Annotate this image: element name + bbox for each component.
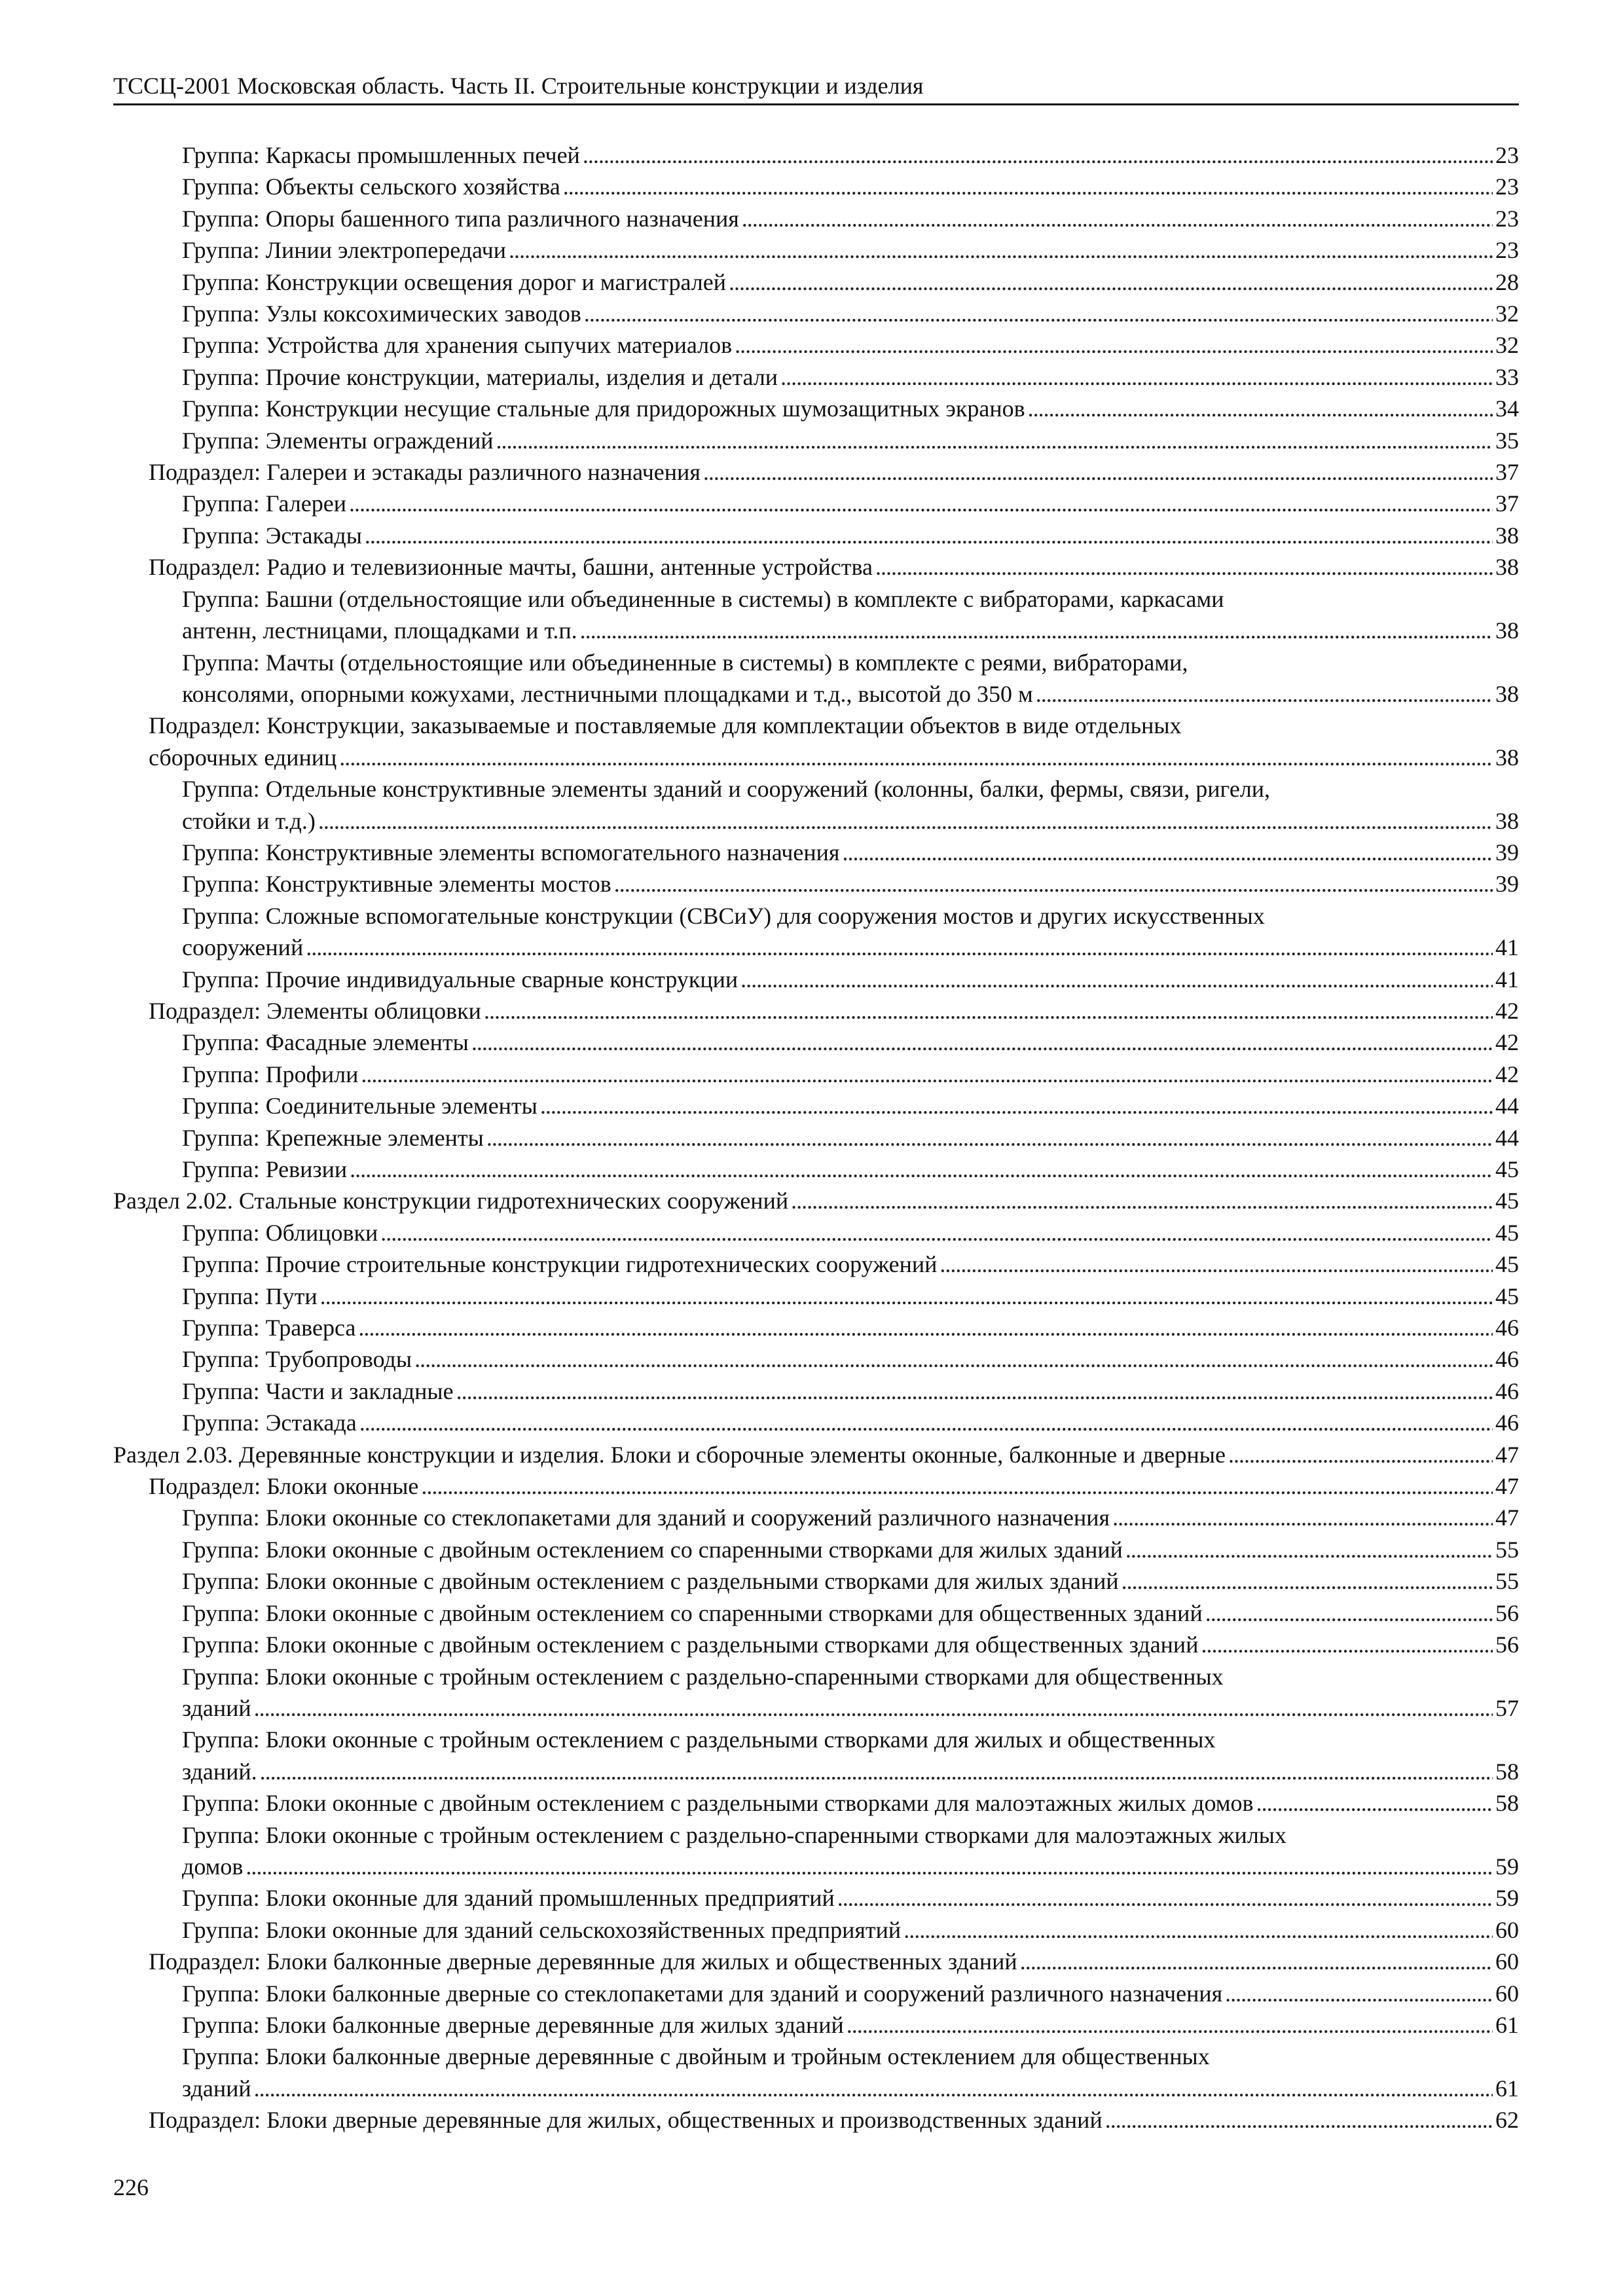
dot-leader (837, 1882, 1493, 1914)
toc-entry-title: Группа: Блоки оконные со стеклопакетами для зданий и сооружений различного назначения (182, 1504, 1110, 1531)
dot-leader (703, 456, 1493, 488)
toc-entry[interactable] (113, 488, 1519, 519)
toc-entry-page: 42 (1495, 1061, 1519, 1087)
toc-entry-title: Группа: Конструктивные элементы мостов (182, 871, 611, 898)
toc-entry[interactable] (113, 773, 1519, 837)
toc-entry-title: Группа: Прочие индивидуальные сварные конструкции (182, 966, 739, 993)
toc-entry-title: Группа: Траверса (182, 1315, 356, 1341)
toc-entry[interactable] (113, 234, 1519, 266)
toc-entry-page: 55 (1495, 1536, 1519, 1563)
toc-entry[interactable] (113, 2104, 1519, 2136)
dot-leader (254, 2073, 1493, 2104)
dot-leader (421, 1470, 1493, 1502)
toc-entry[interactable] (113, 1629, 1519, 1660)
toc-entry[interactable] (113, 1565, 1519, 1597)
toc-entry[interactable] (113, 2041, 1519, 2104)
toc-entry-page: 23 (1495, 173, 1519, 200)
dot-leader (361, 1059, 1493, 1090)
toc-entry-page: 38 (1495, 744, 1519, 771)
toc-entry-title: Группа: Трубопроводы (182, 1346, 412, 1373)
toc-entry-page: 38 (1495, 617, 1519, 644)
toc-entry-title-line: Подраздел: Конструкции, заказываемые и поставляемые для комплектации объектов в виде отдельных (149, 712, 1182, 739)
toc-entry-title: Группа: Блоки оконные для зданий промышленных предприятий (182, 1885, 835, 1912)
toc-entry-page: 44 (1495, 1093, 1519, 1120)
dot-leader (486, 1122, 1493, 1154)
dot-leader (780, 361, 1493, 393)
dot-leader (1122, 1565, 1493, 1597)
toc-entry-page: 47 (1495, 1473, 1519, 1500)
toc-entry-page: 61 (1495, 2011, 1519, 2038)
toc-entry-page: 45 (1495, 1251, 1519, 1278)
toc-entry[interactable] (113, 425, 1519, 456)
dot-leader (903, 1914, 1493, 1946)
toc-entry-page: 46 (1495, 1346, 1519, 1373)
dot-leader (1228, 1439, 1493, 1470)
toc-entry-page: 42 (1495, 997, 1519, 1024)
dot-leader (358, 1312, 1493, 1343)
toc-entry-title-line: Группа: Башни (отдельностоящие или объединенные в системы) в комплекте с вибраторами, каркасами (182, 585, 1224, 612)
toc-entry[interactable] (113, 1248, 1519, 1280)
toc-entry-title-line: Группа: Блоки оконные с тройным остеклением с раздельно-спаренными створками для общественных (182, 1663, 1224, 1690)
dot-leader (563, 171, 1493, 202)
dot-leader (1125, 1534, 1493, 1565)
toc-entry-title: Группа: Линии электропередачи (182, 237, 506, 264)
toc-entry-page: 45 (1495, 1156, 1519, 1182)
table-of-contents (113, 139, 1519, 2136)
toc-entry-title-line: Группа: Мачты (отдельностоящие или объединенные в системы) в комплекте с реями, вибраторами, (182, 649, 1188, 676)
toc-entry-title: антенн, лестницами, площадками и т.п. (182, 617, 577, 644)
toc-entry-title: домов (182, 1853, 244, 1880)
toc-entry-page: 45 (1495, 1219, 1519, 1246)
dot-leader (254, 1692, 1493, 1724)
toc-entry[interactable] (113, 1439, 1519, 1470)
toc-entry-page: 23 (1495, 205, 1519, 232)
toc-entry[interactable] (113, 1343, 1519, 1375)
toc-entry[interactable] (113, 361, 1519, 393)
running-header (113, 71, 1519, 105)
dot-leader (359, 1407, 1493, 1438)
toc-entry[interactable] (113, 551, 1519, 583)
toc-entry[interactable] (113, 266, 1519, 298)
page-number: 226 (113, 2174, 149, 2200)
toc-entry[interactable] (113, 1661, 1519, 1724)
toc-entry-title: Группа: Объекты сельского хозяйства (182, 173, 560, 200)
dot-leader (471, 1027, 1493, 1058)
toc-entry[interactable] (113, 583, 1519, 647)
header-title: ТССЦ-2001 Московская область. Часть II. Строительные конструкции и изделия (113, 73, 924, 99)
toc-entry-title: Группа: Блоки оконные с двойным остеклением с раздельными створками для жилых зданий (182, 1568, 1119, 1595)
toc-entry-page: 32 (1495, 301, 1519, 327)
toc-entry-title: Группа: Соединительные элементы (182, 1093, 538, 1120)
toc-entry[interactable] (113, 1787, 1519, 1819)
toc-entry-page: 57 (1495, 1694, 1519, 1721)
toc-entry-page: 39 (1495, 839, 1519, 866)
dot-leader (842, 837, 1493, 868)
dot-leader (306, 932, 1493, 963)
dot-leader (1201, 1629, 1493, 1660)
toc-entry[interactable] (113, 1059, 1519, 1090)
dot-leader (791, 1185, 1493, 1216)
toc-entry-title-line: Группа: Блоки оконные с тройным остеклением с раздельными створками для жилых и общественных (182, 1726, 1216, 1753)
dot-leader (735, 329, 1493, 361)
toc-entry[interactable] (113, 868, 1519, 900)
toc-entry-page: 61 (1495, 2075, 1519, 2102)
toc-entry[interactable] (113, 1819, 1519, 1883)
toc-entry-title: Группа: Фасадные элементы (182, 1029, 469, 1056)
toc-entry-page: 23 (1495, 237, 1519, 264)
toc-entry-page: 46 (1495, 1410, 1519, 1436)
toc-entry-page: 42 (1495, 1029, 1519, 1056)
toc-entry-page: 62 (1495, 2107, 1519, 2134)
toc-entry-title: стойки и т.д.) (182, 807, 316, 834)
toc-entry-page: 41 (1495, 966, 1519, 993)
toc-entry[interactable] (113, 1724, 1519, 1787)
toc-entry-page: 60 (1495, 1980, 1519, 2007)
toc-entry-page: 47 (1495, 1504, 1519, 1531)
toc-entry-title: Группа: Блоки оконные с двойным остеклением с раздельными створками для общественных зданий (182, 1631, 1199, 1658)
toc-entry[interactable] (113, 393, 1519, 424)
dot-leader (742, 203, 1493, 234)
toc-entry-title: сооружений (182, 934, 304, 961)
toc-entry-page: 38 (1495, 807, 1519, 834)
dot-leader (1020, 1946, 1493, 1977)
toc-entry[interactable] (113, 1597, 1519, 1629)
toc-entry-title: Раздел 2.02. Стальные конструкции гидротехнических сооружений (113, 1188, 789, 1214)
toc-entry-title: Группа: Узлы коксохимических заводов (182, 301, 581, 327)
dot-leader (1105, 2104, 1493, 2136)
toc-entry[interactable] (113, 171, 1519, 202)
toc-entry[interactable] (113, 1470, 1519, 1502)
toc-entry-page: 46 (1495, 1315, 1519, 1341)
toc-entry[interactable] (113, 1154, 1519, 1185)
toc-entry-title: Группа: Прочие строительные конструкции гидротехнических сооружений (182, 1251, 938, 1278)
toc-entry-page: 38 (1495, 522, 1519, 549)
dot-leader (1256, 1787, 1493, 1819)
toc-entry-page: 44 (1495, 1124, 1519, 1151)
toc-entry[interactable] (113, 298, 1519, 329)
toc-entry[interactable] (113, 1502, 1519, 1533)
toc-entry-title: Группа: Блоки балконные дверные со стеклопакетами для зданий и сооружений различного назначения (182, 1980, 1223, 2007)
toc-entry-title: Группа: Блоки оконные с двойным остеклением с раздельными створками для малоэтажных жилых домов (182, 1790, 1254, 1817)
toc-entry[interactable] (113, 2009, 1519, 2041)
dot-leader (580, 615, 1493, 646)
toc-entry-title: Подраздел: Блоки оконные (149, 1473, 419, 1500)
toc-entry-title: Группа: Облицовки (182, 1219, 378, 1246)
toc-entry-title: Подраздел: Элементы облицовки (149, 997, 481, 1024)
toc-entry-title-line: Группа: Блоки оконные с тройным остеклением с раздельно-спаренными створками для малоэтажных жилых (182, 1821, 1286, 1848)
toc-entry-title: Группа: Пути (182, 1283, 318, 1309)
dot-leader (350, 1154, 1493, 1185)
toc-entry-page: 56 (1495, 1631, 1519, 1658)
toc-entry[interactable] (113, 1122, 1519, 1154)
toc-entry-page: 35 (1495, 427, 1519, 454)
dot-leader (380, 1217, 1493, 1248)
toc-entry-page: 58 (1495, 1790, 1519, 1817)
toc-entry-title: Подраздел: Блоки балконные дверные деревянные для жилых и общественных зданий (149, 1948, 1017, 1975)
toc-entry[interactable] (113, 1914, 1519, 1946)
toc-entry[interactable] (113, 710, 1519, 773)
toc-entry-title: сборочных единиц (149, 744, 337, 771)
dot-leader (318, 805, 1493, 837)
dot-leader (939, 1248, 1493, 1280)
toc-entry-page: 55 (1495, 1568, 1519, 1595)
dot-leader (320, 1281, 1493, 1312)
toc-entry[interactable] (113, 1882, 1519, 1914)
toc-entry[interactable] (113, 995, 1519, 1027)
dot-leader (365, 520, 1493, 551)
toc-entry[interactable] (113, 456, 1519, 488)
toc-entry-title: Группа: Части и закладные (182, 1377, 454, 1404)
toc-entry-page: 32 (1495, 332, 1519, 359)
toc-entry-page: 59 (1495, 1853, 1519, 1880)
toc-entry-page: 28 (1495, 268, 1519, 295)
toc-entry[interactable] (113, 1312, 1519, 1343)
toc-entry[interactable] (113, 1185, 1519, 1216)
toc-entry-title-line: Группа: Сложные вспомогательные конструкции (СВСиУ) для сооружения мостов и других искусственных (182, 902, 1265, 929)
toc-entry-page: 60 (1495, 1916, 1519, 1943)
toc-entry[interactable] (113, 964, 1519, 995)
toc-entry[interactable] (113, 139, 1519, 171)
toc-entry-page: 37 (1495, 459, 1519, 486)
dot-leader (729, 266, 1493, 298)
toc-entry-title: Группа: Конструкции освещения дорог и магистралей (182, 268, 727, 295)
toc-entry[interactable] (113, 1376, 1519, 1407)
toc-entry-title: Группа: Каркасы промышленных печей (182, 142, 580, 168)
toc-entry-title: Группа: Галереи (182, 490, 346, 517)
dot-leader (875, 551, 1493, 583)
dot-leader (1205, 1597, 1493, 1629)
toc-entry-title: зданий. (182, 1758, 257, 1785)
dot-leader (246, 1851, 1493, 1882)
toc-entry-page: 47 (1495, 1441, 1519, 1468)
toc-entry[interactable] (113, 1407, 1519, 1438)
dot-leader (260, 1756, 1493, 1787)
dot-leader (1225, 1978, 1493, 2009)
toc-entry-page: 38 (1495, 680, 1519, 707)
toc-entry[interactable] (113, 1946, 1519, 1977)
dot-leader (583, 139, 1493, 171)
dot-leader (540, 1090, 1493, 1121)
toc-entry-title: Группа: Ревизии (182, 1156, 348, 1182)
toc-entry[interactable] (113, 1027, 1519, 1058)
dot-leader (584, 298, 1493, 329)
dot-leader (339, 742, 1493, 773)
toc-entry-title-line: Группа: Отдельные конструктивные элементы зданий и сооружений (колонны, балки, фермы, связи, ригели, (182, 776, 1271, 803)
dot-leader (1028, 393, 1493, 424)
toc-entry-page: 59 (1495, 1885, 1519, 1912)
toc-entry-title: Группа: Крепежные элементы (182, 1124, 484, 1151)
toc-entry-page: 60 (1495, 1948, 1519, 1975)
toc-entry[interactable] (113, 837, 1519, 868)
toc-entry[interactable] (113, 1978, 1519, 2009)
toc-entry-title: Группа: Блоки оконные для зданий сельскохозяйственных предприятий (182, 1916, 902, 1943)
toc-entry-title: Группа: Опоры башенного типа различного назначения (182, 205, 739, 232)
toc-entry-title: Группа: Блоки балконные дверные деревянные для жилых зданий (182, 2011, 844, 2038)
toc-entry-title: Группа: Блоки оконные с двойным остеклением со спаренными створками для общественных зданий (182, 1599, 1203, 1626)
toc-entry[interactable] (113, 1217, 1519, 1248)
toc-entry-title-line: Группа: Блоки балконные дверные деревянные с двойным и тройным остеклением для общественных (182, 2043, 1210, 2070)
toc-entry-title: Подраздел: Галереи и эстакады различного назначения (149, 459, 701, 486)
toc-entry-title: Группа: Элементы ограждений (182, 427, 494, 454)
toc-entry[interactable] (113, 203, 1519, 234)
toc-entry-page: 41 (1495, 934, 1519, 961)
toc-entry[interactable] (113, 1534, 1519, 1565)
toc-entry-title: Группа: Эстакада (182, 1410, 357, 1436)
toc-entry-title: Группа: Устройства для хранения сыпучих материалов (182, 332, 733, 359)
dot-leader (1036, 678, 1493, 710)
dot-leader (740, 964, 1493, 995)
toc-entry[interactable] (113, 329, 1519, 361)
toc-entry-page: 37 (1495, 490, 1519, 517)
toc-entry-title: Группа: Профили (182, 1061, 359, 1087)
toc-entry-title: Группа: Конструктивные элементы вспомогательного назначения (182, 839, 840, 866)
dot-leader (614, 868, 1493, 900)
toc-entry-title: зданий (182, 1694, 251, 1721)
toc-entry-page: 34 (1495, 395, 1519, 422)
toc-entry[interactable] (113, 520, 1519, 551)
toc-entry-page: 56 (1495, 1599, 1519, 1626)
toc-entry-title: зданий (182, 2075, 251, 2102)
toc-entry[interactable] (113, 1281, 1519, 1312)
toc-entry-page: 45 (1495, 1283, 1519, 1309)
toc-entry-page: 38 (1495, 554, 1519, 581)
toc-entry-page: 46 (1495, 1377, 1519, 1404)
dot-leader (509, 234, 1493, 266)
dot-leader (496, 425, 1493, 456)
toc-entry-title: Раздел 2.03. Деревянные конструкции и изделия. Блоки и сборочные элементы оконные, балконные и дверные (113, 1441, 1226, 1468)
dot-leader (847, 2009, 1493, 2041)
toc-entry[interactable] (113, 647, 1519, 710)
toc-entry-page: 23 (1495, 142, 1519, 168)
toc-entry-title: Подраздел: Радио и телевизионные мачты, башни, антенные устройства (149, 554, 873, 581)
toc-entry-title: консолями, опорными кожухами, лестничными площадками и т.д., высотой до 350 м (182, 680, 1033, 707)
toc-entry-page: 58 (1495, 1758, 1519, 1785)
dot-leader (456, 1376, 1493, 1407)
toc-entry-title: Группа: Блоки оконные с двойным остеклением со спаренными створками для жилых зданий (182, 1536, 1123, 1563)
toc-entry-title: Группа: Конструкции несущие стальные для придорожных шумозащитных экранов (182, 395, 1025, 422)
toc-entry-title: Подраздел: Блоки дверные деревянные для жилых, общественных и производственных зданий (149, 2107, 1103, 2134)
toc-entry-title: Группа: Прочие конструкции, материалы, изделия и детали (182, 363, 778, 390)
dot-leader (414, 1343, 1493, 1375)
toc-entry-page: 39 (1495, 871, 1519, 898)
dot-leader (1112, 1502, 1493, 1533)
toc-entry[interactable] (113, 900, 1519, 964)
toc-entry[interactable] (113, 1090, 1519, 1121)
toc-entry-page: 33 (1495, 363, 1519, 390)
toc-entry-page: 45 (1495, 1188, 1519, 1214)
dot-leader (484, 995, 1493, 1027)
dot-leader (349, 488, 1493, 519)
toc-entry-title: Группа: Эстакады (182, 522, 362, 549)
